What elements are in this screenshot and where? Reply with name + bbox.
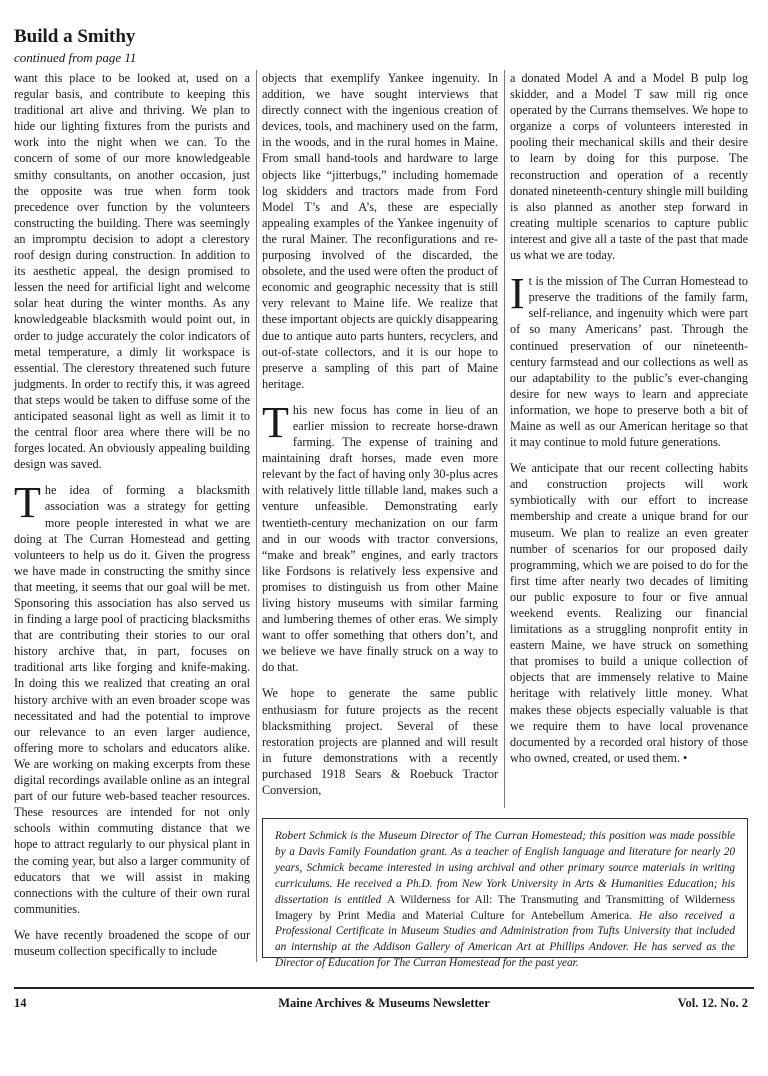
- paragraph: [510, 269, 748, 450]
- paragraph: objects that exemplify Yankee ingenuity. In addition, we have sought interviews that directly connect with the ingenious creation of devices, tools, and machinery used on the farm, in the woods, and in the rural homes in Maine. From small hand-tools and hardware to large objects like “jitterbugs,” including homemade log skidders and tractors made from Ford Model T’s and A’s, these are especially appealing examples of the Yankee ingenuity of the rural Mainer. The reconfigurations and re-purposing involved of the discarded, the obsolete, and the used were often the product of economic and geographic necessity that is still very relevant to Maine life. We realize that these important objects are quickly disappearing due to antique auto parts hunters, recyclers, and out-of-state collectors, and it is our hope to preserve a sampling of this part of Maine heritage.: [262, 71, 498, 391]
- paragraph: We hope to generate the same public enthusiasm for future projects as the recent blacksmithing project. Several of these restoration projects are planned and will result in future demonstrations with a recently purchased 1918 Sears & Roebuck Tractor Conversion,: [262, 686, 498, 798]
- drop-cap: T: [262, 397, 289, 447]
- paragraph: We anticipate that our recent collecting habits and construction projects will work symbiotically with our effort to increase membership and create a unique brand for our museum. We plan to realize an even greater number of scenarios for our proposed daily programming, which we are poised to do for the first time after nearly two decades of limiting our public exposure to four or five annual weekend events. Realizing our financial limitations as a struggling nonprofit entity in eastern Maine, we have struck on something that promises to build a unique collection of objects that are immensely relative to Maine heritage with relatively little money. What makes these objects especially valuable is that we require them to have local provenance documented by a recorded oral history of those who owned, created, or used them. •: [510, 461, 748, 765]
- column-3: [510, 70, 748, 776]
- paragraph-text: he idea of forming a blacksmith association was a strategy for getting more people interested in what we are doing at The Curran Homestead and getting volunteers to help us do it. Given the progress we have made in constructing the smithy since that meeting, it seems that our goal will be met. Sponsoring this association has also served us in finding a large pool of practicing blacksmiths that are contributing their stories to our oral history archive that, in part, focuses on traditional arts like forging and knife-making. In doing this we realized that creating an oral history archive with an even broader scope was necessitated and had the potential to improve our relevance to an even larger audience, offering more to scholars and educators alike. We are working on making excerpts from these digital recordings available online as an integral part of our future web-based teacher resources. These resources are intended for not only schools within commuting distance that we hope to attract regularly to our physical plant in the coming year, but also a larger community of educators that we will assist in making connections with the culture of their own rural communities.: [14, 483, 250, 916]
- continued-note: continued from page 11: [14, 50, 137, 65]
- paragraph: [14, 478, 250, 917]
- column-divider: [256, 70, 257, 962]
- drop-cap: T: [14, 478, 41, 528]
- paragraph: [262, 397, 498, 676]
- bio-text: He also received a Professional Certificate in Museum Studies and Administration from Tufts University that included an internship at the Addison Gallery of American Art at Phillips Andover. He has served as the Director of Education for The Curran Homestead for the past year.: [275, 909, 735, 970]
- bio-text: Robert Schmick is the Museum Director of The Curran Homestead; this position was made possible by a Davis Family Foundation grant. As a teacher of English language and literature for nearly 20 years, Schmick became interested in using archival and other primary source materials in writing curriculums. He received a Ph.D. from New York University in Arts & Humanities Education; his dissertation is entitled: [275, 830, 735, 906]
- paragraph: We have recently broadened the scope of our museum collection specifically to include: [14, 927, 250, 958]
- publication-name: Maine Archives & Museums Newsletter: [278, 996, 490, 1010]
- article-title: Build a Smithy: [14, 26, 136, 47]
- column-2: [262, 70, 498, 808]
- volume-number: Vol. 12. No. 2: [677, 996, 748, 1010]
- paragraph: want this place to be looked at, used on a regular basis, and contribute to keeping this traditional art alive and thriving. We plan to hide our lighting fixtures from the purists and work into the night when we can. To the concern of some of our more knowledgeable smithy consultants, on another occasion, just the opposite was true when form took precedence over function by the volunteers constructing the building. There was seemingly an impromptu decision to adopt a clerestory roof design during construction. In addition to its aesthetic appeal, the design promised to lessen the need for artificial light and welcome solar heat during the winter months. As any knowledgeable blacksmith would point out, in order to judge accurately the color indicators of metal temperature, a dimly lit workspace is essential. The clerestory threatened such future judgments. In order to rectify this, it was agreed that steps would be taken to diffuse some of the anticipated seasonal light as well as limit it to the central floor area where there will be no forges located. An obviously appealing building design was saved.: [14, 71, 250, 472]
- page-number: 14: [14, 996, 27, 1010]
- author-bio-box: [262, 818, 748, 970]
- paragraph-text: t is the mission of The Curran Homestead to preserve the traditions of the family farm, self-reliance, and ingenuity which were part of so many Americans’ past. Through the continued preservation of our nineteenth-century farmstead and our collections as well as our adaptability to the public’s ever-changing desire for new ways to learn and appreciate information, we hope to preserve both a bit of Maine as well as our American heritage so that it may continue to mold future generations.: [510, 274, 748, 450]
- paragraph: a donated Model A and a Model B pulp log skidder, and a Model T saw mill rig once operated by the Currans themselves. We hope to organize a corps of volunteers interested in pooling their mechanical skills and their desire to learn by doing for this purpose. The reconstruction and operation of a recently donated nineteenth-century shingle mill building is also planned as another step forward in creating multiple scenarios to capture public interest and give all a taste of the past that made us what we are today.: [510, 71, 748, 263]
- paragraph-text: his new focus has come in lieu of an earlier mission to recreate horse-drawn farming. The expense of training and maintaining draft horses, made even more relevant by the fact of having only 30-plus acres with relatively little tillable land, makes such a venture unfeasible. Demonstrating early twentieth-century mechanization on our farm and in our woods with tractor conversions, “make and break” engines, and early tractors like Fordsons is relatively less expensive and promises to distinguish us from other Maine living history museums with similar farming and lumbering themes of other eras. We simply want to offer something that others don’t, and we believe we have finally struck on a way to do that.: [262, 402, 498, 675]
- column-divider: [504, 70, 505, 808]
- dissertation-title: A Wilderness for All: The Transmuting and Transmitting of Wilderness Imagery by Print Media and Material Culture for Antebellum America.: [275, 893, 735, 922]
- drop-cap: I: [510, 269, 525, 319]
- column-1: [14, 70, 250, 969]
- footer-rule: [14, 987, 754, 989]
